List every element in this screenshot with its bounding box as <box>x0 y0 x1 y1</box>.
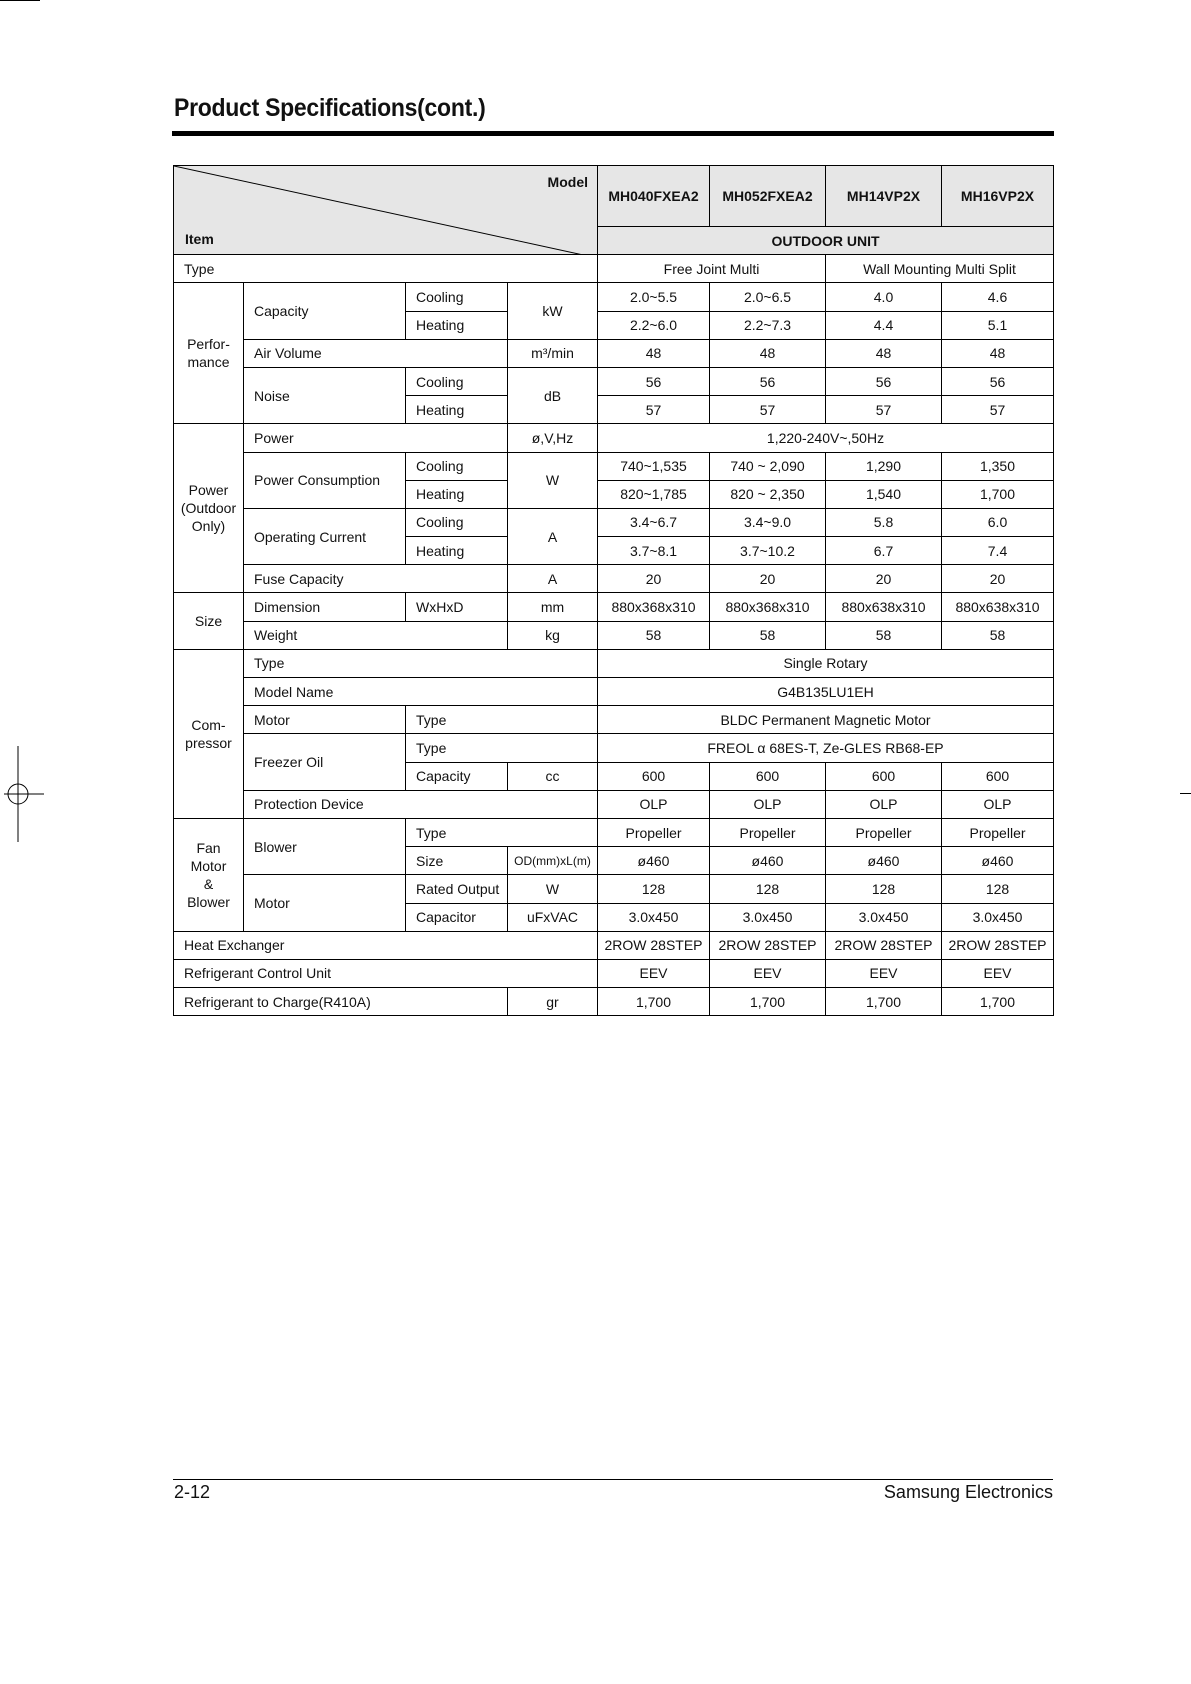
cell-value: 4.6 <box>942 283 1054 311</box>
cell-value: 4.4 <box>826 311 942 339</box>
footer-rule <box>173 1479 1053 1480</box>
unit-cell: kg <box>508 621 598 649</box>
row-label: Type <box>174 255 598 283</box>
cell-value: 20 <box>598 565 710 593</box>
cell-value: 6.7 <box>826 537 942 565</box>
cell-value: Free Joint Multi <box>598 255 826 283</box>
group-label-power: Power (Outdoor Only) <box>174 424 244 593</box>
sub-label: Heating <box>406 537 508 565</box>
sub-label: Heating <box>406 311 508 339</box>
cell-value: 20 <box>942 565 1054 593</box>
cell-value: 3.0x450 <box>710 903 826 931</box>
row-label: Protection Device <box>244 790 598 818</box>
cell-value: 1,350 <box>942 452 1054 480</box>
row-label: Capacity <box>244 283 406 339</box>
spec-table <box>173 165 1054 1016</box>
row-label: Model Name <box>244 678 598 706</box>
row-label: Freezer Oil <box>244 734 406 790</box>
table-row <box>174 649 1054 677</box>
cell-value: ø460 <box>598 847 710 875</box>
cell-value: 58 <box>598 621 710 649</box>
unit-cell: A <box>508 508 598 564</box>
cell-value: 1,700 <box>826 988 942 1016</box>
cell-value: 57 <box>710 396 826 424</box>
cell-value: 20 <box>710 565 826 593</box>
sub-label: Capacity <box>406 762 508 790</box>
row-label: Type <box>244 649 598 677</box>
cell-value: 2.0~6.5 <box>710 283 826 311</box>
cell-value: 3.4~9.0 <box>710 508 826 536</box>
table-row <box>174 593 1054 621</box>
cell-value: EEV <box>710 959 826 987</box>
company-name: Samsung Electronics <box>883 1482 1053 1502</box>
cell-value: 48 <box>710 339 826 367</box>
row-label: Dimension <box>244 593 406 621</box>
cell-value: 57 <box>598 396 710 424</box>
sub-label: WxHxD <box>406 593 508 621</box>
row-label: Air Volume <box>244 339 508 367</box>
cell-value: EEV <box>598 959 710 987</box>
cell-value: 3.0x450 <box>942 903 1054 931</box>
table-row <box>174 734 1054 762</box>
corner-model-label: Model <box>547 174 588 190</box>
cell-value: OLP <box>710 790 826 818</box>
row-label: Fuse Capacity <box>244 565 508 593</box>
cell-value: 1,540 <box>826 480 942 508</box>
unit-cell: A <box>508 565 598 593</box>
registration-mark-left <box>4 746 44 847</box>
row-label: Power Consumption <box>244 452 406 508</box>
model-header: MH14VP2X <box>826 166 942 227</box>
cell-value: 58 <box>826 621 942 649</box>
sub-label: Cooling <box>406 508 508 536</box>
row-label: Blower <box>244 818 406 874</box>
unit-cell: mm <box>508 593 598 621</box>
cell-value: Propeller <box>710 818 826 846</box>
table-row <box>174 706 1054 734</box>
cell-value: 3.0x450 <box>598 903 710 931</box>
unit-cell: dB <box>508 367 598 423</box>
cell-value: ø460 <box>826 847 942 875</box>
unit-header: OUTDOOR UNIT <box>598 227 1054 255</box>
sub-label: Capacitor <box>406 903 508 931</box>
cell-value: 1,700 <box>710 988 826 1016</box>
sub-label: Cooling <box>406 367 508 395</box>
cell-value: 6.0 <box>942 508 1054 536</box>
corner-item-label: Item <box>185 231 214 248</box>
cell-value: 57 <box>942 396 1054 424</box>
cell-value: 3.0x450 <box>826 903 942 931</box>
cell-value: BLDC Permanent Magnetic Motor <box>598 706 1054 734</box>
cell-value: G4B135LU1EH <box>598 678 1054 706</box>
cell-value: 5.1 <box>942 311 1054 339</box>
cell-value: EEV <box>826 959 942 987</box>
cell-value: 600 <box>710 762 826 790</box>
table-row <box>174 565 1054 593</box>
table-row <box>174 959 1054 987</box>
table-row <box>174 424 1054 452</box>
cell-value: 128 <box>598 875 710 903</box>
cell-value: 4.0 <box>826 283 942 311</box>
cell-value: 48 <box>826 339 942 367</box>
cell-value: 48 <box>942 339 1054 367</box>
model-header: MH16VP2X <box>942 166 1054 227</box>
row-label: Weight <box>244 621 508 649</box>
cell-value: 7.4 <box>942 537 1054 565</box>
sub-label: Type <box>406 706 598 734</box>
cell-value: 1,700 <box>598 988 710 1016</box>
unit-cell: W <box>508 452 598 508</box>
cell-value: 56 <box>826 367 942 395</box>
unit-cell: uFxVAC <box>508 903 598 931</box>
cell-value: EEV <box>942 959 1054 987</box>
table-row <box>174 875 1054 903</box>
row-label: Heat Exchanger <box>174 931 598 959</box>
sub-label: Heating <box>406 480 508 508</box>
sub-label: Type <box>406 818 598 846</box>
unit-cell: W <box>508 875 598 903</box>
unit-cell: cc <box>508 762 598 790</box>
cell-value: 880x638x310 <box>826 593 942 621</box>
table-row <box>174 621 1054 649</box>
corner-cell <box>174 166 598 255</box>
cell-value: 58 <box>942 621 1054 649</box>
crop-mark-top-left <box>0 0 40 1</box>
row-label: Operating Current <box>244 508 406 564</box>
row-label: Refrigerant Control Unit <box>174 959 598 987</box>
sub-label: Cooling <box>406 452 508 480</box>
cell-value: 1,700 <box>942 988 1054 1016</box>
table-row <box>174 452 1054 480</box>
cell-value: 2ROW 28STEP <box>598 931 710 959</box>
cell-value: 3.7~8.1 <box>598 537 710 565</box>
cell-value: 3.4~6.7 <box>598 508 710 536</box>
table-row <box>174 818 1054 846</box>
unit-cell: gr <box>508 988 598 1016</box>
unit-cell: OD(mm)xL(m) <box>508 847 598 875</box>
cell-value: 56 <box>598 367 710 395</box>
row-label: Motor <box>244 706 406 734</box>
group-label-fan: Fan Motor & Blower <box>174 818 244 931</box>
cell-value: 2.2~7.3 <box>710 311 826 339</box>
cell-value: 56 <box>710 367 826 395</box>
sub-label: Size <box>406 847 508 875</box>
sub-label: Cooling <box>406 283 508 311</box>
cell-value: 3.7~10.2 <box>710 537 826 565</box>
cell-value: 1,700 <box>942 480 1054 508</box>
row-label: Motor <box>244 875 406 931</box>
page-number: 2-12 <box>174 1482 211 1502</box>
cell-value: 880x368x310 <box>598 593 710 621</box>
crop-mark-right <box>1180 793 1191 794</box>
cell-value: Single Rotary <box>598 649 1054 677</box>
cell-value: ø460 <box>942 847 1054 875</box>
cell-value: ø460 <box>710 847 826 875</box>
table-row <box>174 339 1054 367</box>
cell-value: 1,290 <box>826 452 942 480</box>
cell-value: 48 <box>598 339 710 367</box>
cell-value: 56 <box>942 367 1054 395</box>
cell-value: Propeller <box>598 818 710 846</box>
cell-value: OLP <box>826 790 942 818</box>
cell-value: 820 ~ 2,350 <box>710 480 826 508</box>
sub-label: Rated Output <box>406 875 508 903</box>
table-row <box>174 790 1054 818</box>
table-row <box>174 678 1054 706</box>
model-header: MH052FXEA2 <box>710 166 826 227</box>
cell-value: 820~1,785 <box>598 480 710 508</box>
cell-value: FREOL α 68ES-T, Ze-GLES RB68-EP <box>598 734 1054 762</box>
unit-cell: m³/min <box>508 339 598 367</box>
table-row <box>174 255 1054 283</box>
row-label: Power <box>244 424 508 452</box>
group-label-size: Size <box>174 593 244 649</box>
cell-value: 128 <box>826 875 942 903</box>
cell-value: 57 <box>826 396 942 424</box>
cell-value: 740~1,535 <box>598 452 710 480</box>
cell-value: 2ROW 28STEP <box>942 931 1054 959</box>
diagonal-line <box>174 166 597 255</box>
cell-value: Propeller <box>826 818 942 846</box>
cell-value: 1,220-240V~,50Hz <box>598 424 1054 452</box>
cell-value: 600 <box>826 762 942 790</box>
cell-value: 128 <box>942 875 1054 903</box>
model-header: MH040FXEA2 <box>598 166 710 227</box>
group-label-performance: Perfor- mance <box>174 283 244 424</box>
cell-value: 600 <box>942 762 1054 790</box>
cell-value: OLP <box>942 790 1054 818</box>
page-title: Product Specifications(cont.) <box>174 94 486 122</box>
cell-value: Wall Mounting Multi Split <box>826 255 1054 283</box>
cell-value: Propeller <box>942 818 1054 846</box>
title-rule <box>172 131 1054 136</box>
sub-label: Type <box>406 734 598 762</box>
table-row <box>174 988 1054 1016</box>
cell-value: 20 <box>826 565 942 593</box>
cell-value: 740 ~ 2,090 <box>710 452 826 480</box>
cell-value: 128 <box>710 875 826 903</box>
table-row <box>174 508 1054 536</box>
table-row <box>174 931 1054 959</box>
cell-value: 600 <box>598 762 710 790</box>
sub-label: Heating <box>406 396 508 424</box>
cell-value: 880x368x310 <box>710 593 826 621</box>
cell-value: 2ROW 28STEP <box>826 931 942 959</box>
cell-value: 2.0~5.5 <box>598 283 710 311</box>
table-row <box>174 283 1054 311</box>
group-label-compressor: Com- pressor <box>174 649 244 818</box>
unit-cell: ø,V,Hz <box>508 424 598 452</box>
cell-value: 880x638x310 <box>942 593 1054 621</box>
cell-value: 58 <box>710 621 826 649</box>
unit-cell: kW <box>508 283 598 339</box>
cell-value: 2.2~6.0 <box>598 311 710 339</box>
row-label: Refrigerant to Charge(R410A) <box>174 988 508 1016</box>
table-row <box>174 367 1054 395</box>
cell-value: 2ROW 28STEP <box>710 931 826 959</box>
row-label: Noise <box>244 367 406 423</box>
model-header-row <box>174 166 1054 227</box>
cell-value: OLP <box>598 790 710 818</box>
cell-value: 5.8 <box>826 508 942 536</box>
